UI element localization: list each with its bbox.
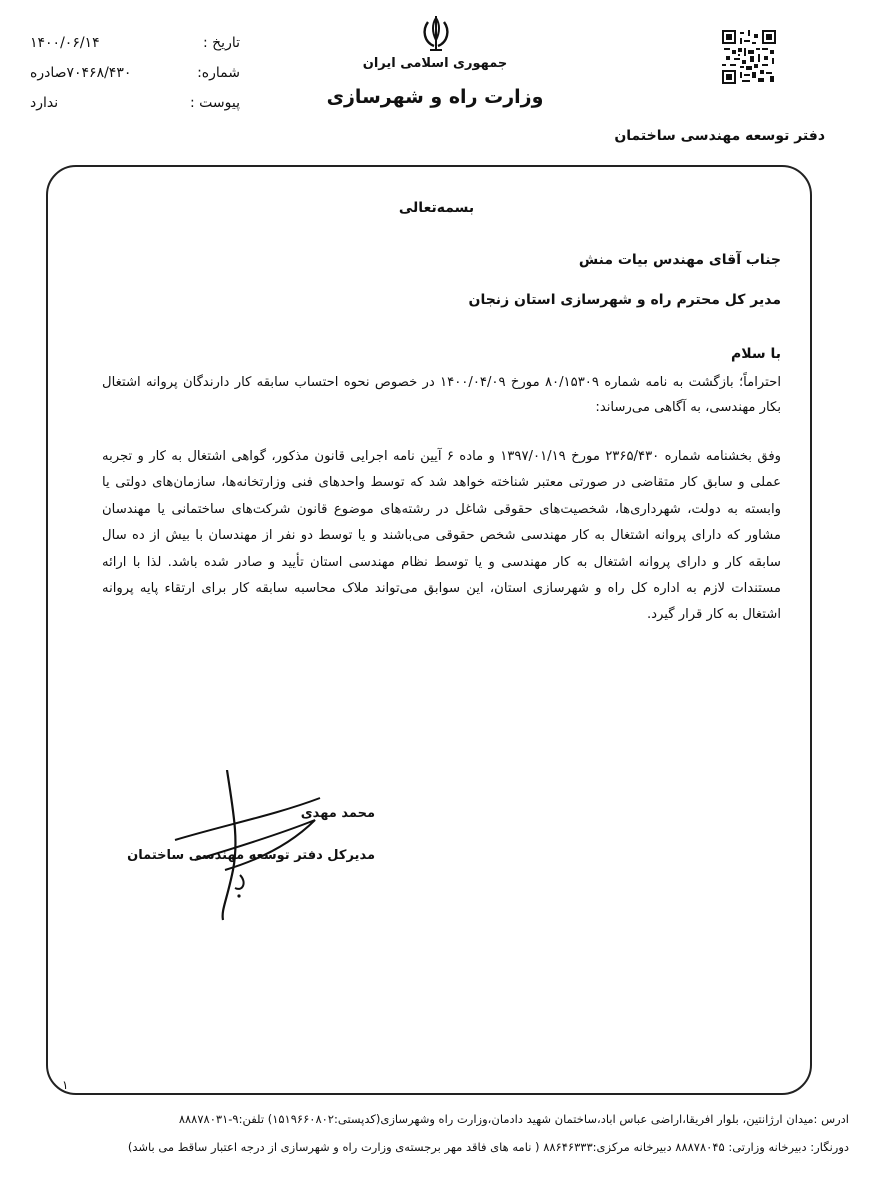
date-value: ۱۴۰۰/۰۶/۱۴	[30, 35, 100, 51]
recipient-name: جناب آقای مهندس بیات منش	[578, 252, 781, 268]
footer-contacts: دورنگار: دبیرخانه وزارتی: ۸۸۸۷۸۰۴۵ دبیرخانه مرکزی:۸۸۶۴۶۳۳۳ ( نامه های فاقد مهر برجسته‌ی وزارت راه و شهرسازی از درجه اعتبار ساقط می باشد)	[127, 1140, 849, 1154]
ministry-title: وزارت راه و شهرسازی	[326, 86, 544, 108]
letter-meta	[30, 28, 240, 118]
meta-date-row	[30, 28, 240, 58]
republic-title: جمهوری اسلامی ایران	[362, 56, 508, 71]
body-paragraph-2: وفق بخشنامه شماره ۲۳۶۵/۴۳۰ مورخ ۱۳۹۷/۰۱/۱۹ و ماده ۶ آیین نامه اجرایی قانون مذکور، گواهی اشتغال به کار و تجربه عملی و سابق کار متقاضی در صورتی معتبر شناخته خواهد شد که توسط واحدهای فنی وزارتخانه‌ها، سازمان‌های دولتی یا وابسته به دولت، شهرداری‌ها، شخصیت‌های حقوقی شاغل در رشته‌های موضوع قانون شرکت‌های ساختمانی یا مهندسان مشاور که دارای پروانه اشتغال به کار مهندسی شخص حقوقی می‌باشند و یا توسط دو نفر از مهندسان با بیش از ده سال سابقه کار و دارای پروانه اشتغال به کار مهندسی و یا توسط نظام مهندسی استان تأیید و صادر شده باشد. لذا با ارائه مستندات لازم به اداره کل راه و شهرسازی استان، این سوابق می‌تواند ملاک محاسبه سابقه کار برای ارتقاء پایه پروانه اشتغال به کار قرار گیرد.	[102, 449, 781, 623]
attachment-label: پیوست :	[190, 95, 240, 111]
attachment-value: ندارد	[30, 95, 59, 111]
iran-emblem-icon	[418, 14, 454, 54]
signer-name: محمد مهدی	[300, 806, 375, 821]
number-label: شماره:	[197, 65, 240, 81]
qr-code-icon	[722, 30, 776, 84]
recipient-title: مدیر کل محترم راه و شهرسازی استان زنجان	[468, 292, 781, 308]
body-paragraph-1: احتراماً؛ بازگشت به نامه شماره ۸۰/۱۵۳۰۹ مورخ ۱۴۰۰/۰۴/۰۹ در خصوص نحوه احتساب سابقه کار دارندگان پروانه اشتغال بکار مهندسی، به آگاهی می‌رساند:	[102, 375, 781, 415]
signature-block	[115, 790, 375, 930]
number-value: ۷۰۴۶۸/۴۳۰صادره	[30, 65, 132, 81]
signer-title: مدیرکل دفتر توسعه مهندسی ساختمان	[127, 848, 375, 863]
office-title: دفتر توسعه مهندسی ساختمان	[614, 128, 825, 144]
meta-number-row	[30, 58, 240, 88]
meta-attachment-row	[30, 88, 240, 118]
greeting: با سلام	[730, 346, 781, 362]
footer-address: ادرس :میدان ارژانتین، بلوار افریقا،اراضی عباس اباد،ساختمان شهید دادمان،وزارت راه وشهرسازی(کدپستی:۱۵۱۹۶۶۰۸۰۲) تلفن:۹-۸۸۸۷۸۰۳۱	[178, 1112, 849, 1126]
date-label: تاریخ :	[202, 35, 240, 51]
bismillah-heading: بسمه‌تعالی	[398, 200, 475, 216]
page-number: ۱	[62, 1078, 69, 1092]
recipient-block	[469, 240, 781, 320]
